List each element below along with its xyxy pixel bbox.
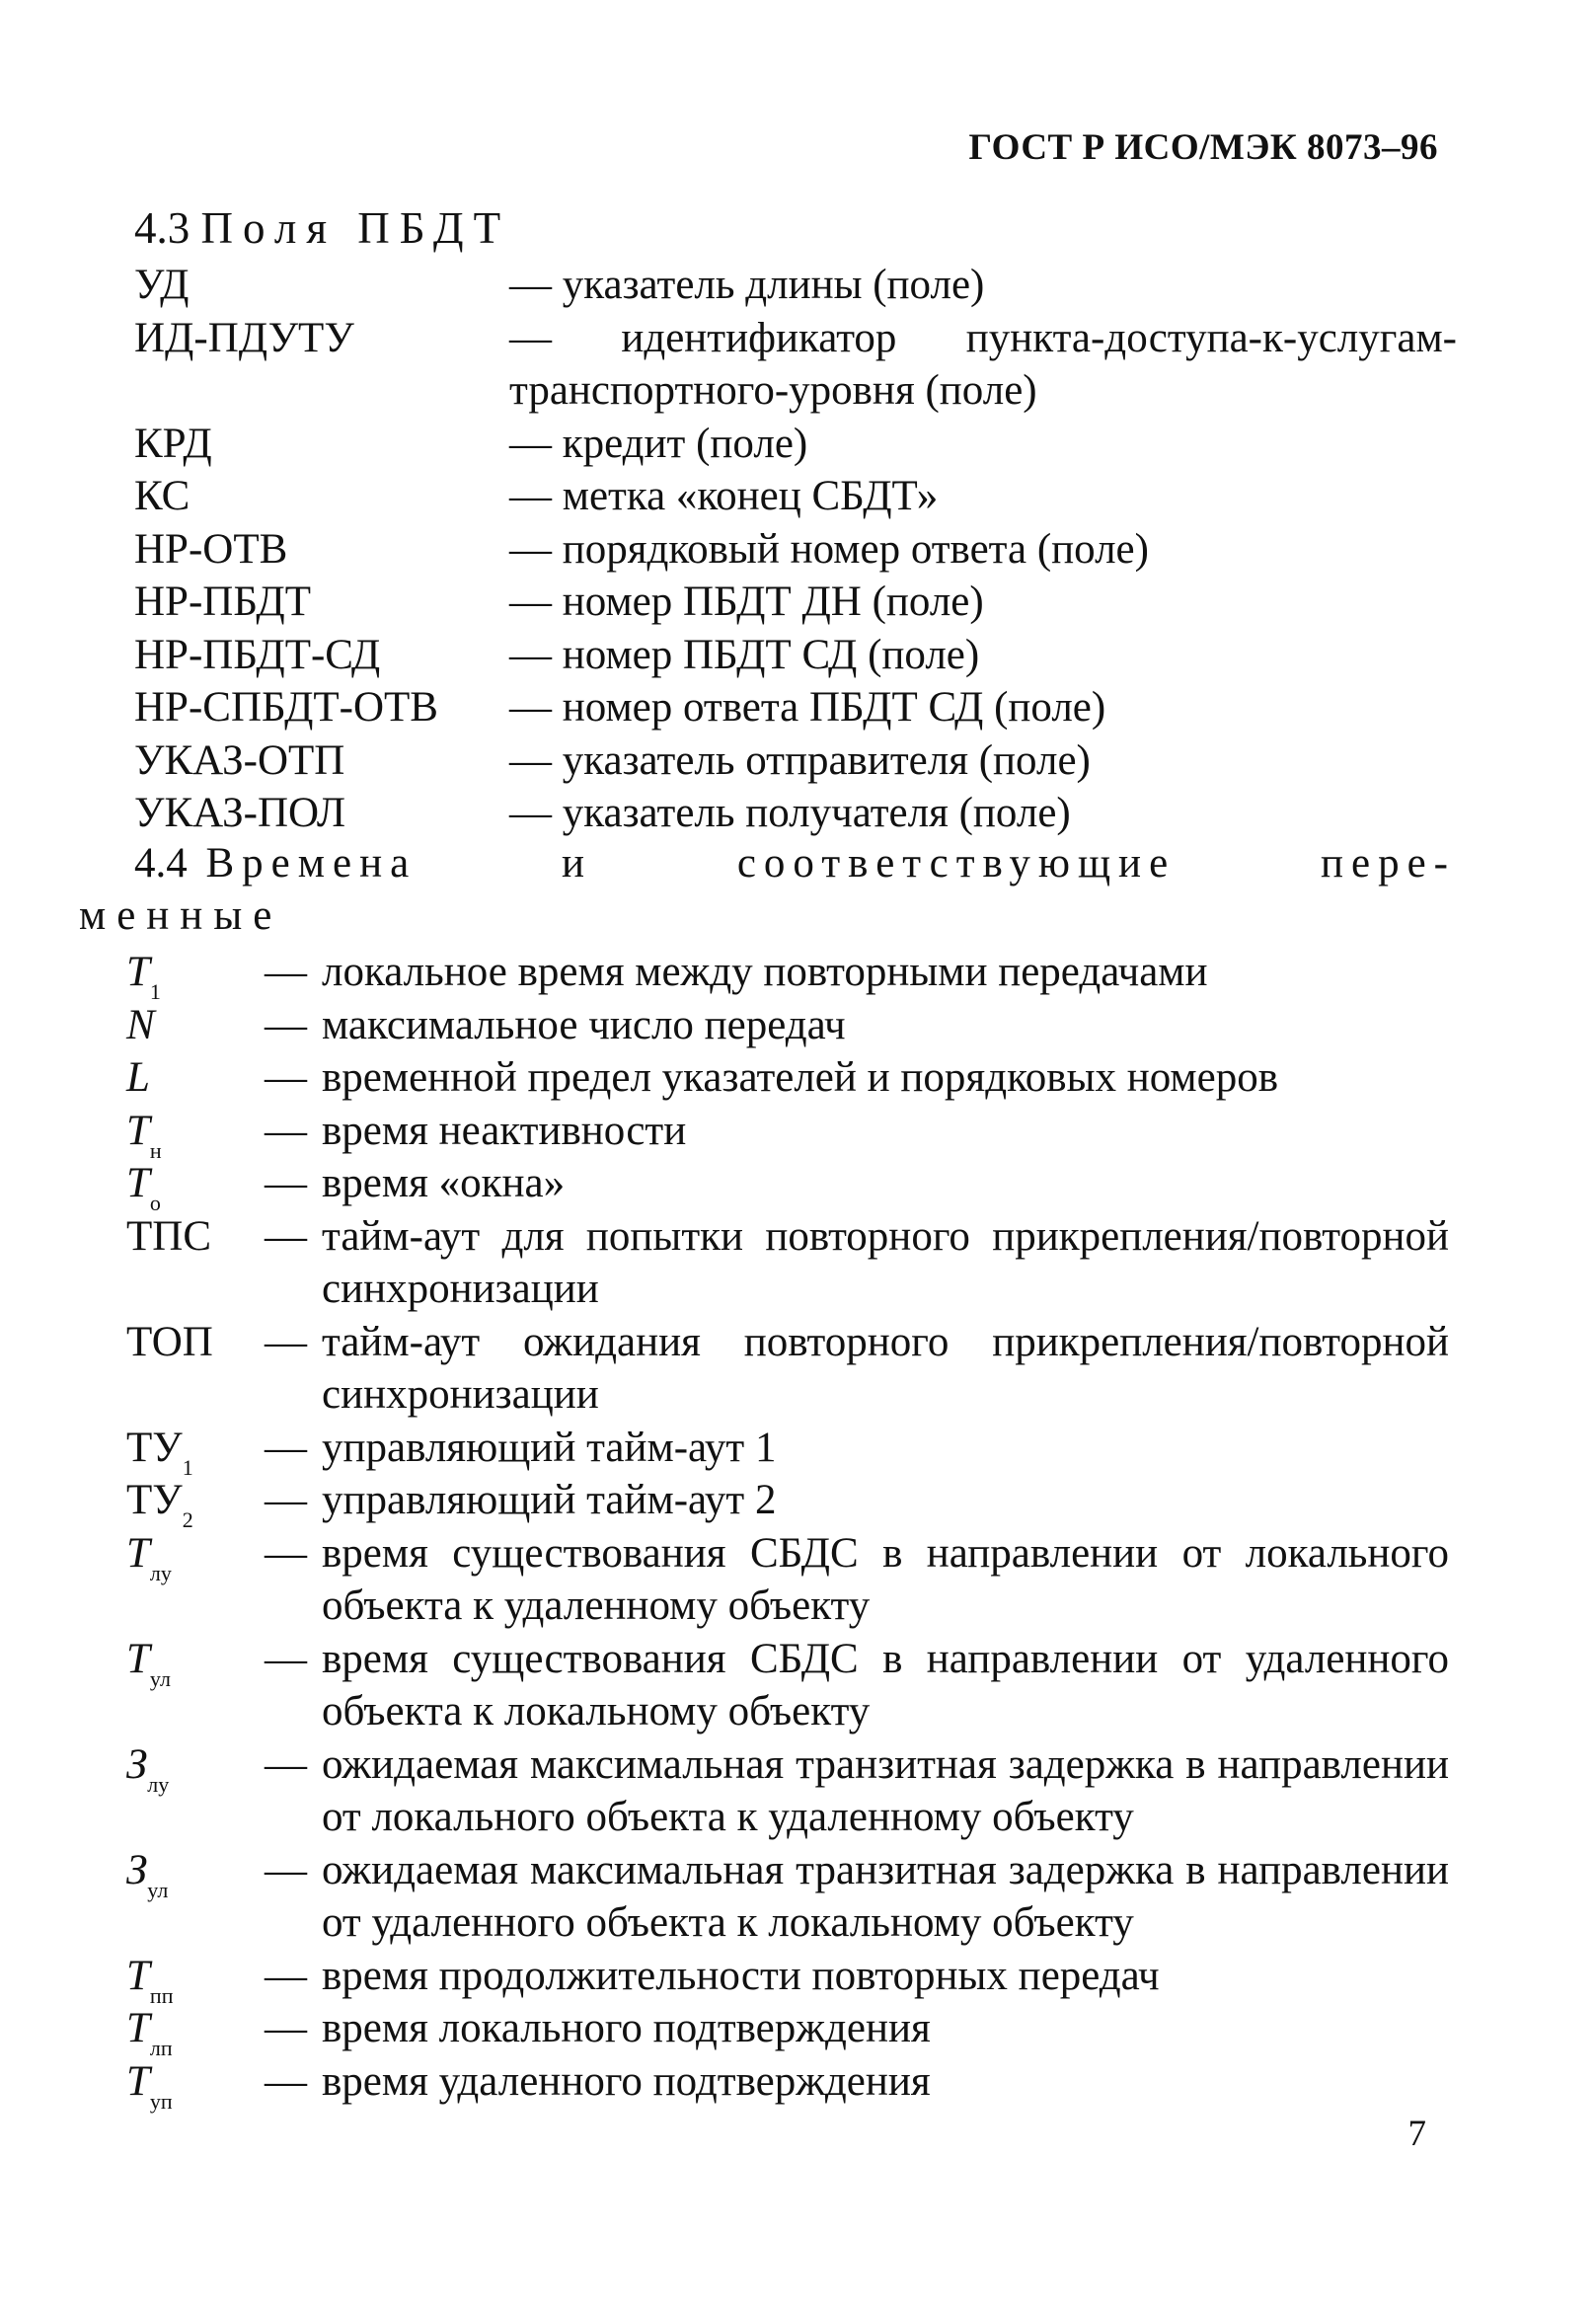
variable-dash: — (265, 1160, 307, 1206)
section-4-4-title-line1 (79, 837, 1456, 889)
abbreviation-definition: — порядковый номер ответа (поле) (509, 525, 1149, 573)
variable-symbol-main: ТУ (126, 1477, 183, 1523)
variable-symbol-main: N (126, 1001, 155, 1048)
variable-dash: — (265, 1477, 307, 1523)
variable-symbol-subscript: лу (149, 1560, 172, 1585)
variable-symbol (126, 1157, 265, 1215)
variable-definition: время неактивности (322, 1107, 687, 1154)
variable-symbol-subscript: лу (147, 1771, 170, 1797)
variable-symbol (126, 1316, 265, 1369)
abbreviation-list (134, 259, 1457, 840)
variable-symbol-main: T (126, 2005, 150, 2051)
variable-symbol (126, 1474, 265, 1532)
abbreviation-term: УКАЗ-ПОЛ (134, 790, 346, 836)
variable-dash: — (265, 1846, 307, 1893)
abbreviation-row (134, 681, 1457, 734)
variable-dash: — (265, 1318, 307, 1365)
variable-dash: — (265, 1424, 307, 1471)
variable-symbol (126, 1105, 265, 1163)
abbreviation-definition: — идентификатор пункта-доступа-к-услугам-транспортного-уровня (поле) (509, 314, 1457, 414)
variable-definition: тайм-аут для попытки повторного прикрепления/повторной синхронизации (322, 1212, 1449, 1312)
abbreviation-term: НР-ПБДТ (134, 578, 311, 625)
variable-definition: время локального подтверждения (322, 2005, 931, 2051)
variable-symbol (126, 2055, 265, 2114)
abbreviation-term: НР-ОТВ (134, 525, 288, 573)
abbreviation-row (134, 629, 1457, 682)
variable-symbol-main: T (126, 1635, 150, 1682)
variable-symbol-subscript: уп (149, 2088, 173, 2114)
variable-definition: управляющий тайм-аут 1 (322, 1424, 777, 1471)
variable-definition: время существования СБДС в направлении от удаленного объекта к локальному объекту (322, 1635, 1449, 1735)
variable-symbol (126, 999, 265, 1052)
section-4-4-word-4: пере- (1320, 840, 1456, 887)
section-4-3-title (134, 202, 510, 254)
variable-dash: — (265, 2005, 307, 2051)
abbreviation-term: КС (134, 473, 190, 519)
variable-dash: — (265, 1529, 307, 1577)
section-4-4-word-2: и (562, 840, 593, 887)
variable-row (126, 1474, 1449, 1532)
variable-symbol-subscript: ул (147, 1877, 169, 1902)
variable-definition: время «окна» (322, 1160, 566, 1206)
variable-symbol-subscript: ул (149, 1665, 171, 1691)
variable-definition: локальное время между повторными передачами (322, 949, 1208, 995)
variable-dash: — (265, 1952, 307, 1999)
abbreviation-row (134, 787, 1457, 840)
standard-header: ГОСТ Р ИСО/МЭК 8073–96 (968, 127, 1438, 168)
abbreviation-definition: — кредит (поле) (509, 420, 808, 467)
abbreviation-term: УКАЗ-ОТП (134, 736, 345, 784)
variable-symbol-subscript: пп (149, 1982, 174, 2008)
variable-symbol-main: З (126, 1846, 148, 1893)
variable-row (126, 1950, 1449, 2008)
variable-row (126, 1157, 1449, 1215)
variable-row (126, 1210, 1449, 1316)
variable-dash: — (265, 1212, 307, 1260)
variable-symbol (126, 946, 265, 1004)
section-4-4-word-3: соответствующие (736, 840, 1177, 887)
abbreviation-row (134, 259, 1457, 312)
variable-symbol (126, 1844, 265, 1902)
abbreviation-definition: — номер ПБДТ ДН (поле) (509, 578, 984, 625)
variable-symbol-subscript: 2 (182, 1507, 193, 1532)
variable-symbol (126, 2002, 265, 2060)
variable-symbol (126, 1950, 265, 2008)
variable-symbol-subscript: 1 (182, 1454, 193, 1480)
variable-symbol-main: З (126, 1740, 148, 1788)
variable-row (126, 1316, 1449, 1422)
abbreviation-definition: — указатель получателя (поле) (509, 790, 1071, 836)
section-4-3-number: 4.3 (134, 203, 190, 253)
variable-row (126, 1633, 1449, 1738)
abbreviation-definition: — метка «конец СБДТ» (509, 473, 939, 519)
variable-symbol-main: T (126, 1160, 150, 1206)
abbreviation-row (134, 470, 1457, 523)
variable-symbol-main: T (126, 949, 150, 995)
variable-row (126, 946, 1449, 1004)
variable-symbol-main: ТПС (126, 1212, 211, 1260)
variable-symbol (126, 1738, 265, 1797)
variable-symbol (126, 1527, 265, 1585)
abbreviation-term: НР-ПБДТ-СД (134, 631, 381, 678)
variable-symbol-main: T (126, 1529, 150, 1577)
variable-dash: — (265, 1635, 307, 1682)
variable-definition: тайм-аут ожидания повторного прикрепления/повторной синхронизации (322, 1318, 1449, 1418)
variable-definition: временной предел указателей и порядковых номеров (322, 1054, 1279, 1101)
section-4-4-title-line2: менные (79, 892, 283, 939)
variable-row (126, 2055, 1449, 2114)
abbreviation-term: НР-СПБДТ-ОТВ (134, 684, 438, 731)
variable-definition: ожидаемая максимальная транзитная задержка в направлении от локального объекта к удаленному объекту (322, 1740, 1449, 1840)
variable-symbol (126, 1633, 265, 1691)
variable-definition: максимальное число передач (322, 1001, 846, 1048)
variable-list (126, 946, 1449, 2114)
abbreviation-row (134, 312, 1457, 418)
variable-symbol (126, 1422, 265, 1480)
variable-dash: — (265, 1740, 307, 1788)
section-4-4-title (79, 837, 1456, 942)
abbreviation-definition: — указатель отправителя (поле) (509, 736, 1091, 784)
variable-row (126, 1844, 1449, 1950)
variable-symbol-main: T (126, 2057, 150, 2105)
variable-dash: — (265, 1054, 307, 1101)
variable-definition: время продолжительности повторных передач (322, 1952, 1160, 1999)
variable-symbol-subscript: н (149, 1137, 162, 1163)
abbreviation-row (134, 418, 1457, 471)
variable-definition: ожидаемая максимальная транзитная задержка в направлении от удаленного объекта к локальному объекту (322, 1846, 1449, 1946)
variable-symbol-main: ТУ (126, 1424, 183, 1471)
section-4-3-heading: Поля ПБДТ (200, 203, 511, 253)
variable-definition: время удаленного подтверждения (322, 2057, 931, 2105)
variable-dash: — (265, 2057, 307, 2105)
variable-symbol-subscript: 1 (149, 979, 161, 1004)
abbreviation-term: УД (134, 262, 190, 308)
section-4-4-number-word (134, 837, 417, 889)
variable-dash: — (265, 949, 307, 995)
variable-definition: управляющий тайм-аут 2 (322, 1477, 777, 1523)
abbreviation-term: КРД (134, 420, 212, 467)
section-4-4-word-1: Времена (205, 840, 418, 887)
variable-symbol-main: L (126, 1054, 150, 1101)
variable-symbol-subscript: о (149, 1191, 161, 1215)
variable-symbol-main: ТОП (126, 1318, 213, 1365)
variable-row (126, 1105, 1449, 1163)
variable-symbol-main: T (126, 1952, 150, 1999)
variable-symbol (126, 1210, 265, 1264)
variable-symbol-subscript: лп (149, 2036, 173, 2060)
variable-row (126, 2002, 1449, 2060)
variable-row (126, 999, 1449, 1052)
abbreviation-definition: — указатель длины (поле) (509, 262, 985, 308)
abbreviation-row (134, 576, 1457, 629)
abbreviation-term: ИД-ПДУТУ (134, 314, 354, 361)
variable-dash: — (265, 1001, 307, 1048)
abbreviation-row (134, 523, 1457, 577)
section-4-4-number: 4.4 (134, 840, 188, 887)
variable-row (126, 1527, 1449, 1633)
variable-row (126, 1051, 1449, 1105)
page-number: 7 (1407, 2114, 1426, 2154)
variable-row (126, 1738, 1449, 1844)
variable-symbol-main: T (126, 1107, 150, 1154)
abbreviation-definition: — номер ответа ПБДТ СД (поле) (509, 684, 1106, 731)
variable-row (126, 1422, 1449, 1480)
variable-symbol (126, 1051, 265, 1105)
variable-dash: — (265, 1107, 307, 1154)
abbreviation-definition: — номер ПБДТ СД (поле) (509, 631, 980, 678)
variable-definition: время существования СБДС в направлении от локального объекта к удаленному объекту (322, 1529, 1449, 1629)
abbreviation-row (134, 734, 1457, 788)
